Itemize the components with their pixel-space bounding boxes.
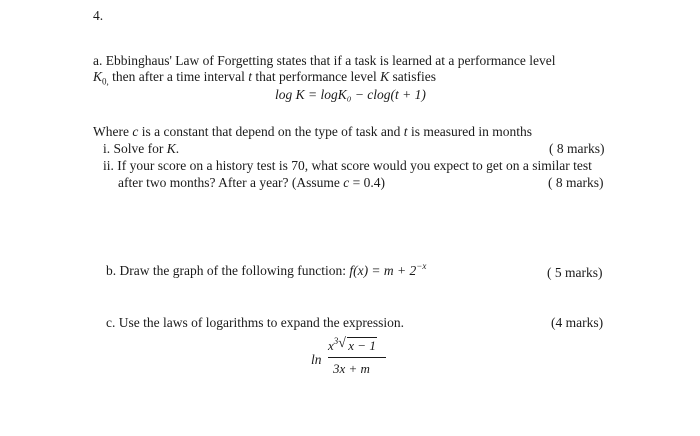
part-a-i-text: i. Solve for <box>103 141 167 156</box>
k-symbol-2: K <box>166 141 176 156</box>
part-a-line2 <box>93 69 436 85</box>
part-b <box>106 260 427 279</box>
where-end: is measured in months <box>407 124 533 139</box>
numerator-x: x <box>328 338 334 353</box>
part-b-text: b. Draw the graph of the following function: <box>106 263 350 278</box>
part-a-line2-text: then after a time interval <box>108 69 249 84</box>
question-number: 4. <box>93 8 104 23</box>
square-root <box>338 338 377 354</box>
part-a-line2-text-2: that performance level <box>251 69 381 84</box>
part-a-intro: a. Ebbinghaus' Law of Forgetting states that if a task is learned at a performance level <box>93 53 556 68</box>
k-zero-subscript: 0, <box>102 76 109 87</box>
where-prefix: Where <box>93 124 133 139</box>
part-a-ii-line2-pre: after two months? After a year? (Assume <box>118 175 344 190</box>
part-b-marks: ( 5 marks) <box>547 265 603 280</box>
part-c-text: c. Use the laws of logarithms to expand the expression. <box>106 315 405 330</box>
k-zero-symbol: K <box>93 69 103 84</box>
part-a-ii-line1: ii. If your score on a history test is 70, what score would you expect to get on a similar test <box>103 158 592 173</box>
part-a-i-marks: ( 8 marks) <box>549 141 605 156</box>
function-exponent: −x <box>416 260 427 271</box>
t-symbol-2: t <box>403 124 408 139</box>
part-a-ii-marks: ( 8 marks) <box>548 175 604 190</box>
part-a-line2-end: satisfies <box>389 69 437 84</box>
c-symbol-2: c <box>343 175 350 190</box>
part-a-i-dot: . <box>175 141 180 156</box>
fraction-numerator <box>328 335 377 354</box>
where-mid: is a constant that depend on the type of task and <box>138 124 404 139</box>
k-symbol: K <box>380 69 390 84</box>
part-c-marks: (4 marks) <box>551 315 604 330</box>
part-a-ii-line2-post: = 0.4) <box>349 175 386 190</box>
function-expression: f(x) = m + 2 <box>349 263 417 278</box>
radical-sign: √ <box>338 336 346 351</box>
numerator-exponent: 3 <box>333 335 339 346</box>
part-a-i <box>103 141 179 157</box>
t-symbol: t <box>248 69 252 84</box>
part-a-ii-line2 <box>118 175 385 191</box>
radicand: x − 1 <box>348 338 376 353</box>
ln-symbol: ln <box>311 352 322 367</box>
fraction-bar <box>328 357 386 358</box>
forgetting-law-equation: log K = logK₀ − clog(t + 1) <box>275 87 426 102</box>
c-symbol: c <box>132 124 139 139</box>
fraction-denominator: 3x + m <box>333 361 370 376</box>
where-statement <box>93 124 532 140</box>
